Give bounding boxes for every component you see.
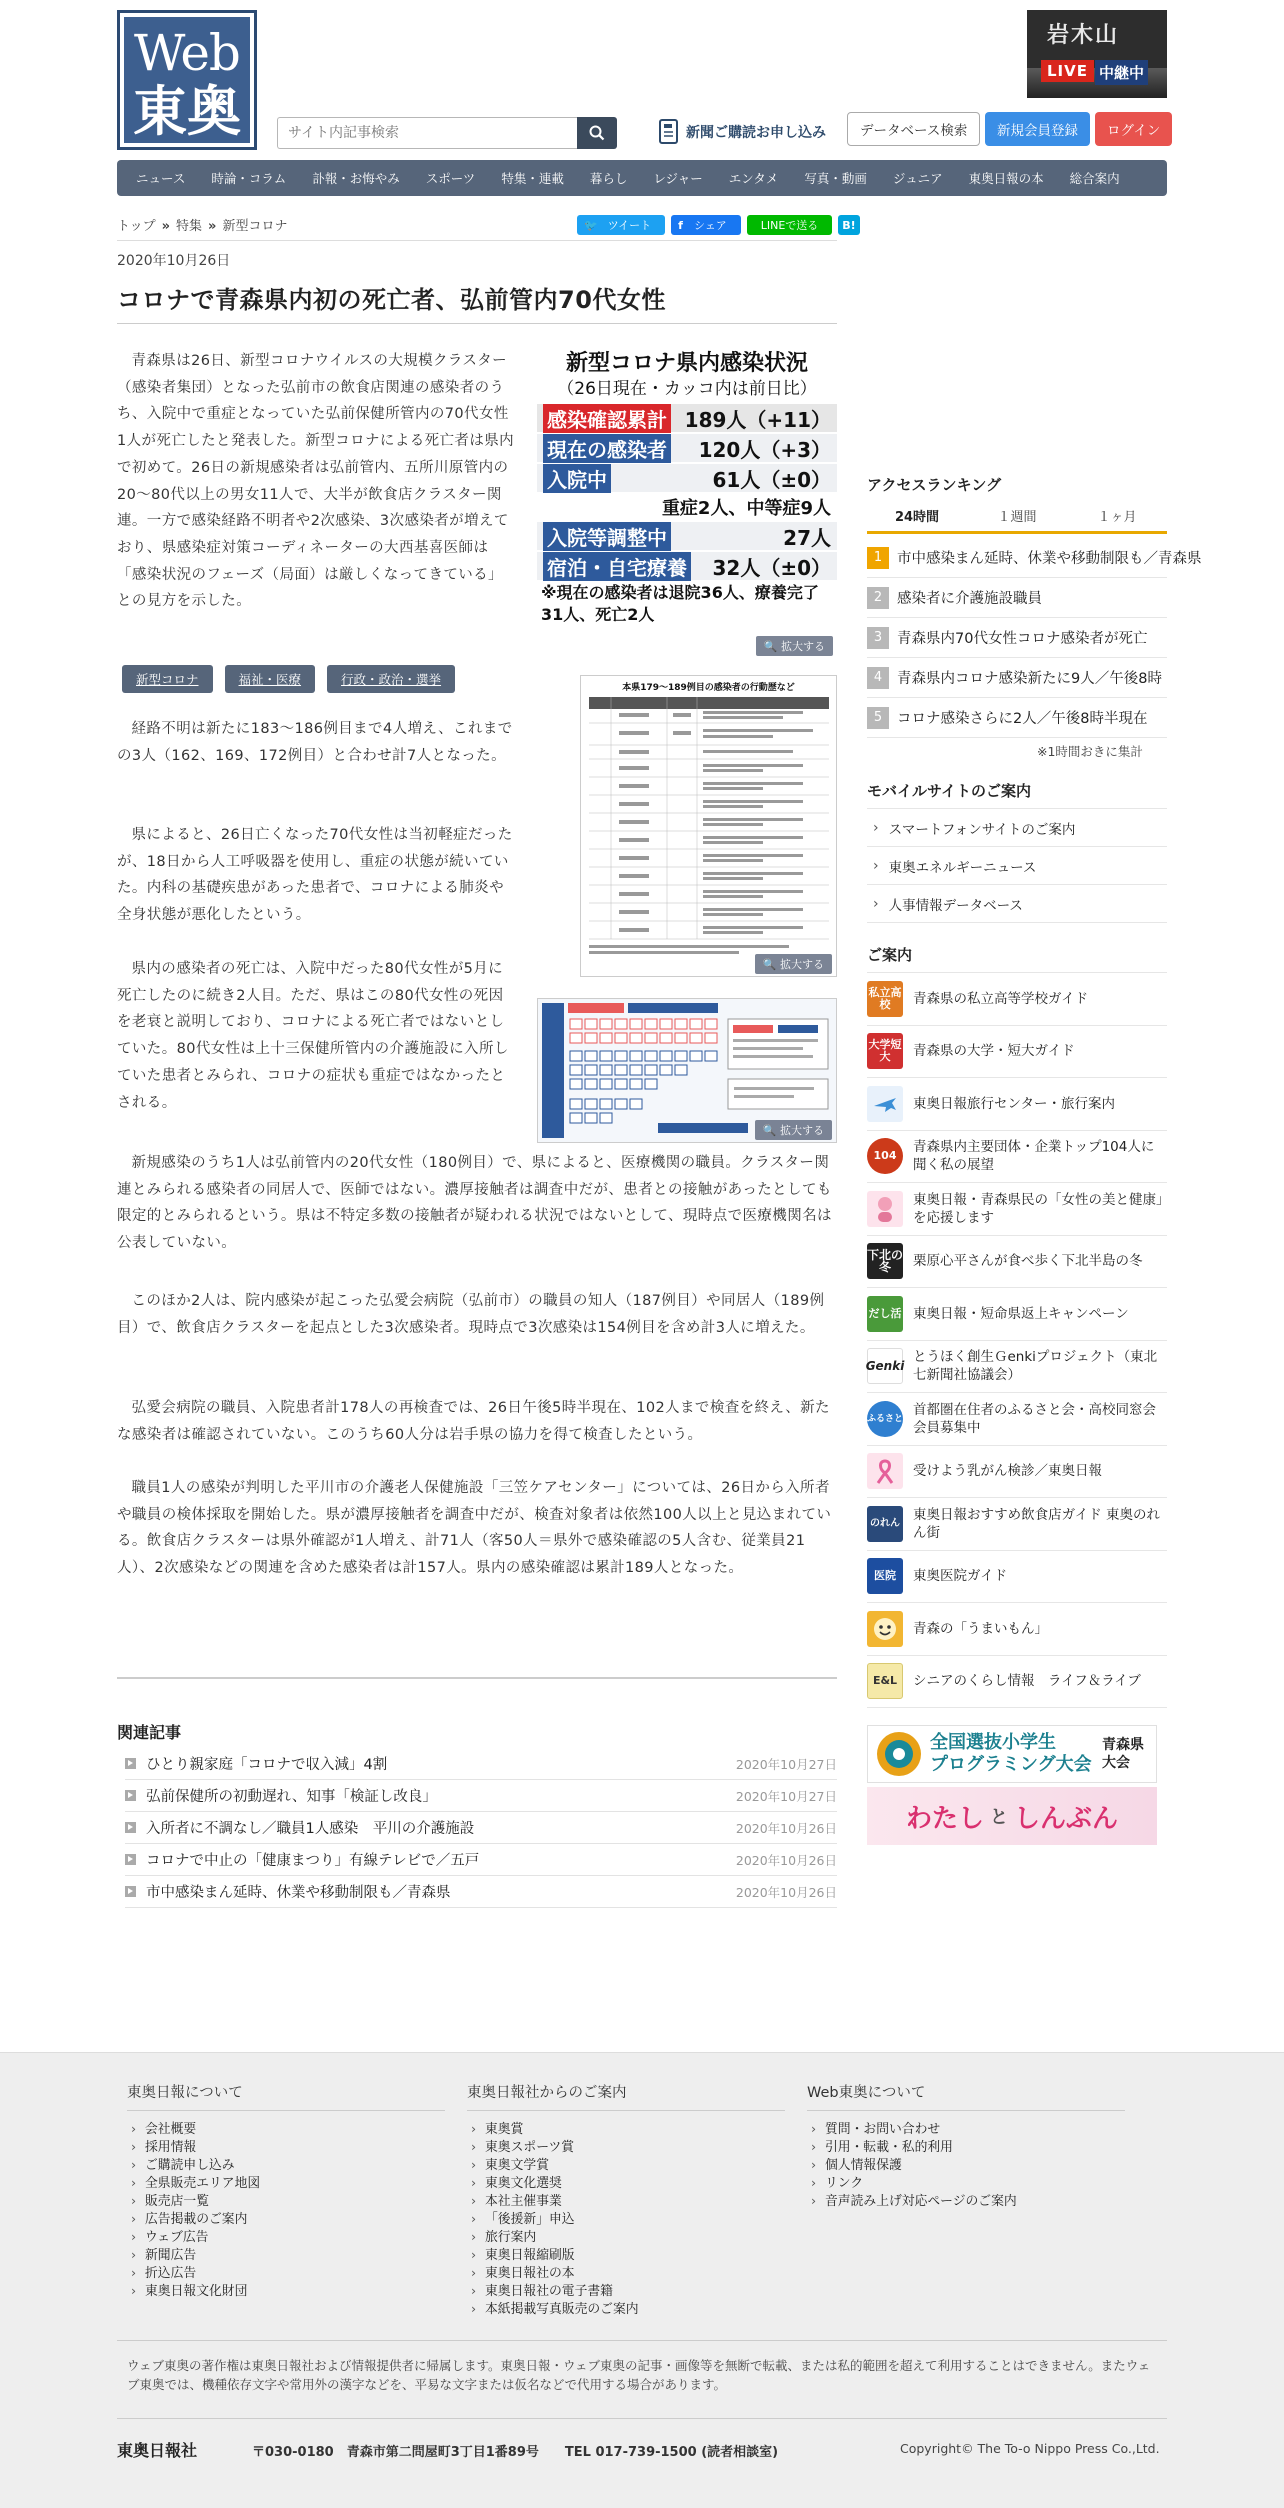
hatena-bookmark-button[interactable]: B! <box>838 215 859 235</box>
row-label: 現在の感染者 <box>543 434 671 463</box>
live-badge: LIVE <box>1041 60 1094 82</box>
figure-title: 新型コロナ県内感染状況 <box>565 351 808 376</box>
footer-link[interactable]: › 本紙掲載写真販売のご案内 <box>467 2301 785 2319</box>
guide-list <box>865 972 1170 1708</box>
row-label: 感染確認累計 <box>543 404 671 433</box>
nav-item[interactable]: レジャー <box>653 171 703 186</box>
related-article-date: 2020年10月26日 <box>735 1852 837 1868</box>
guide-item[interactable] <box>867 1026 1167 1079</box>
guide-item[interactable] <box>867 1498 1167 1551</box>
enlarge-button[interactable]: 🔍 拡大する <box>756 636 833 656</box>
footer-link[interactable]: › 旅行案内 <box>467 2229 785 2247</box>
guide-label: 受けよう乳がん検診／東奥日報 <box>913 1463 1102 1480</box>
figure-row <box>537 404 837 432</box>
guide-label: 青森の「うまいもん」 <box>913 1620 1048 1637</box>
footer-link[interactable]: › 東奥文学賞 <box>467 2157 785 2175</box>
footer-link[interactable]: › 東奥日報社の本 <box>467 2265 785 2283</box>
facebook-share-label: シェア <box>693 219 727 232</box>
row-value: 27人 <box>783 525 831 550</box>
ranking-item[interactable] <box>867 538 1202 578</box>
footer-heading: 東奥日報社からのご案内 <box>467 2081 785 2111</box>
related-article-date: 2020年10月27日 <box>735 1756 837 1772</box>
footer-link[interactable]: › 折込広告 <box>127 2265 445 2283</box>
breadcrumb-item[interactable]: トップ <box>117 219 156 234</box>
banner2-text-a: わたし <box>905 1803 984 1834</box>
arrow-icon <box>125 1790 136 1801</box>
related-articles-list <box>125 1748 837 1908</box>
enlarge-label: 拡大する <box>780 1124 824 1137</box>
share-buttons <box>577 215 860 235</box>
guide-item[interactable] <box>867 1078 1167 1131</box>
related-article-title: 弘前保健所の初動遅れ、知事「検証し改良」 <box>146 1789 437 1805</box>
footer-link[interactable]: › 広告掲載のご案内 <box>127 2211 445 2229</box>
related-heading: 関連記事 <box>117 1723 182 1742</box>
ranking-note: ※1時間おきに集計 <box>1037 744 1143 759</box>
mobile-link[interactable]: › スマートフォンサイトのご案内 <box>867 809 1167 847</box>
mobile-link[interactable]: › 東奥エネルギーニュース <box>867 847 1167 885</box>
footer-link[interactable]: › 東奥スポーツ賞 <box>467 2139 785 2157</box>
footer-link[interactable]: › 「後援新」申込 <box>467 2211 785 2229</box>
row-label: 入院中 <box>543 464 611 493</box>
divider <box>117 1677 837 1679</box>
arrow-icon <box>125 1854 136 1865</box>
footer-link[interactable]: › 新聞広告 <box>127 2247 445 2265</box>
tab-month[interactable]: １ヶ月 <box>1097 510 1137 525</box>
tab-week[interactable]: １週間 <box>997 510 1037 525</box>
article-paragraph: 弘愛会病院の職員、入院患者計178人の再検査では、26日午後5時半現在、102人まで検査を終え、新たな感染者は確認されていない。このうち60人分は岩手県の協力を得て検査したという。 <box>117 1400 830 1443</box>
related-article-title: 市中感染まん延時、休業や移動制限も／青森県 <box>146 1885 451 1901</box>
footer-link[interactable]: › 採用情報 <box>127 2139 445 2157</box>
guide-label: 首都圏在住者のふるさと会・高校同窓会 会員募集中 <box>913 1401 1170 1436</box>
noren-icon: のれん <box>867 1506 903 1542</box>
breadcrumb-separator: » <box>161 219 171 234</box>
enlarge-button[interactable]: 🔍 拡大する <box>755 1120 832 1140</box>
ribbon-icon <box>867 1453 903 1489</box>
contest-logo-icon <box>874 1729 924 1779</box>
guide-label: 青森県の私立高等学校ガイド <box>913 990 1089 1007</box>
line-share-label: LINEで送る <box>760 219 819 232</box>
ranking-item[interactable] <box>867 578 1167 618</box>
footer-column-about <box>127 2081 445 2301</box>
guide-label: 東奥医院ガイド <box>913 1568 1008 1585</box>
clinic-icon: 医院 <box>867 1558 903 1594</box>
guide-item[interactable] <box>867 973 1167 1026</box>
banner-region: 青森県大会 <box>1102 1737 1144 1771</box>
article-paragraph: このほか2人は、院内感染が起こった弘愛会病院（弘前市）の職員の知人（187例目）や同居人（189例目）で、飲食店クラスターを起点とした3次感染者。現時点で3次感染は154例目を含め計3人に増えた。 <box>117 1293 825 1336</box>
shimokita-icon: 下北の冬 <box>867 1243 903 1279</box>
footer-column-web <box>807 2081 1125 2211</box>
nav-item[interactable]: 総合案内 <box>1069 171 1120 186</box>
guide-item[interactable] <box>867 1288 1167 1341</box>
rank-number: 1 <box>867 547 889 569</box>
nav-item[interactable]: ニュース <box>136 171 186 186</box>
row-value: 189人（+11） <box>684 407 831 432</box>
guide-item[interactable] <box>867 1393 1170 1446</box>
guide-label: 東奥日報旅行センター・旅行案内 <box>913 1095 1115 1112</box>
arrow-icon <box>125 1886 136 1897</box>
ranking-title: コロナ感染さらに2人／午後8時半現在 <box>897 711 1148 727</box>
guide-label: 東奥日報・青森県民の「女性の美と健康」を応援します <box>913 1191 1163 1226</box>
footer-link[interactable]: › 質問・お問い合わせ <box>807 2121 1125 2139</box>
footer-link[interactable]: › 個人情報保護 <box>807 2157 1125 2175</box>
guide-item[interactable] <box>867 1656 1167 1709</box>
footer-address: 〒030-0180 青森市第二問屋町3丁目1番89号 TEL 017-739-1500 (読者相談室) <box>252 2445 779 2460</box>
ranking-title: 青森県内70代女性コロナ感染者が死亡 <box>897 631 1148 647</box>
footer-link[interactable]: › リンク <box>807 2175 1125 2193</box>
guide-label: 青森県内主要団体・企業トップ104人に聞く私の展望 <box>913 1139 1155 1174</box>
footer-link[interactable]: › 本社主催事業 <box>467 2193 785 2211</box>
footer-link[interactable]: › 引用・転載・私的利用 <box>807 2139 1125 2157</box>
footer-link[interactable]: › 東奥日報文化財団 <box>127 2283 445 2301</box>
search-button[interactable] <box>577 117 617 149</box>
line-share-button[interactable] <box>747 215 833 235</box>
related-article-title: 入所者に不調なし／職員1人感染 平川の介護施設 <box>146 1821 475 1837</box>
ranking-item[interactable] <box>867 698 1167 738</box>
logo-line2: 東奥 <box>133 79 241 143</box>
mobile-heading: モバイルサイトのご案内 <box>867 782 1031 800</box>
footer-link[interactable]: › 音声読み上げ対応ページのご案内 <box>807 2193 1125 2211</box>
divider <box>117 240 837 241</box>
article-paragraph: 経路不明は新たに183～186例目まで4人増え、これまでの3人（162、169、172例目）と合わせ計7人となった。 <box>117 721 513 764</box>
twitter-icon: 🐦 <box>584 218 598 232</box>
related-article-item[interactable] <box>125 1844 837 1876</box>
login-button[interactable]: ログイン <box>1095 112 1172 146</box>
site-search <box>277 117 617 149</box>
search-icon <box>589 125 605 141</box>
guide-label: とうほく創生Ｇenkiプロジェクト（東北七新聞社協議会） <box>913 1349 1158 1384</box>
rank-number: 4 <box>867 667 889 689</box>
search-input[interactable] <box>277 117 577 149</box>
related-article-title: コロナで中止の「健康まつり」有線テレビで／五戸 <box>146 1853 480 1869</box>
nav-item[interactable]: スポーツ <box>425 171 476 186</box>
top104-icon: 104 <box>867 1138 903 1174</box>
ranking-item[interactable] <box>867 658 1167 698</box>
footer-link[interactable]: › ご購読申し込み <box>127 2157 445 2175</box>
footer-column-info <box>467 2081 785 2319</box>
guide-item[interactable] <box>867 1341 1167 1394</box>
nav-item[interactable]: 特集・連載 <box>501 171 564 186</box>
row-value: 重症2人、中等症9人 <box>661 498 831 519</box>
main-nav <box>117 160 1167 196</box>
enlarge-button[interactable]: 🔍 拡大する <box>755 954 832 974</box>
ranking-title: 感染者に介護施設職員 <box>897 591 1042 607</box>
infection-status-figure[interactable] <box>537 350 837 658</box>
figure-title: 本県179～189例目の感染者の行動歴など <box>622 683 795 693</box>
banner2-text-b: と <box>990 1807 1008 1828</box>
article-paragraph: 県によると、26日亡くなった70代女性は当初軽症だったが、18日から人工呼吸器を使用し、重症の状態が続いていた。内科の基礎疾患があった患者で、コロナによる肺炎や全身状態が悪化したという。 <box>117 827 513 924</box>
arrow-icon <box>125 1758 136 1769</box>
rank-number: 3 <box>867 627 889 649</box>
figure-row <box>537 552 837 580</box>
rank-number: 2 <box>867 587 889 609</box>
article-tags <box>122 665 455 693</box>
guide-item[interactable] <box>867 1603 1167 1656</box>
guide-label: 東奥日報おすすめ飲食店ガイド 東奥のれん街 <box>913 1506 1161 1541</box>
live-camera-banner[interactable] <box>1027 10 1167 98</box>
copyright-notice: ウェブ東奥の著作権は東奥日報社および情報提供者に帰属します。東奥日報・ウェブ東奥の記事・画像等を無断で転載、または私的範囲を超えて利用することはできません。またウェブ東奥では、機種依存文字や常用外の漢字などを、平易な文字または仮名などで代用する場合があります。 <box>127 2358 1151 2392</box>
footer-copyright: Copyright© The To-o Nippo Press Co.,Ltd. <box>900 2441 1160 2456</box>
tab-24h[interactable]: 24時間 <box>894 510 940 525</box>
footer-heading: Web東奥について <box>807 2081 1125 2111</box>
row-value: 32人（±0） <box>712 555 831 580</box>
article-paragraph: 青森県は26日、新型コロナウイルスの大規模クラスター（感染者集団）となった弘前市の飲食店関連の感染者のうち、入院中で重症となっていた弘前保健所管内の70代女性1人が死亡したと発表した。新型コロナによる死亡者は県内で初めて。26日の新規感染者は弘前管内、五所川原管内の20～80代以上の男女11人で、大半が飲食店クラスター関連。一方で感染経路不明者や2次感染、3次感染者が増えており、県感染症対策コーディネーターの大西基喜医師は「感染状況のフェーズ（局面）は厳しくなってきている」との見方を示した。 <box>117 353 515 610</box>
facebook-share-button[interactable] <box>671 215 741 235</box>
ranking-title: 青森県内コロナ感染新たに9人／午後8時 <box>897 671 1162 687</box>
divider <box>117 323 837 324</box>
subscribe-label: 新聞ご購読お申し込み <box>686 125 826 141</box>
footer-link[interactable]: › 販売店一覧 <box>127 2193 445 2211</box>
site-logo[interactable] <box>117 10 257 150</box>
nav-item[interactable]: エンタメ <box>728 171 779 186</box>
ranking-title: 市中感染まん延時、休業や移動制限も／青森県 <box>897 551 1202 567</box>
figure-row <box>537 494 837 520</box>
related-article-item[interactable] <box>125 1876 837 1908</box>
logo-line1: Web <box>134 24 240 82</box>
cluster-relation-figure[interactable] <box>537 998 837 1143</box>
footer-heading: 東奥日報について <box>127 2081 445 2111</box>
programming-contest-banner[interactable] <box>867 1725 1157 1783</box>
guide-item[interactable] <box>867 1236 1167 1289</box>
banner2-text-c: しんぶん <box>1014 1803 1119 1834</box>
nav-item[interactable]: 時論・コラム <box>211 171 287 186</box>
tag-link[interactable]: 行政・政治・選挙 <box>327 665 455 693</box>
footer-link[interactable]: › ウェブ広告 <box>127 2229 445 2247</box>
university-icon: 大学短大 <box>867 1033 903 1069</box>
banner-title-line1: 全国選抜小学生 <box>930 1732 1056 1753</box>
arrow-icon <box>125 1822 136 1833</box>
footer-divider <box>117 2418 1167 2419</box>
nav-item[interactable]: 写真・動画 <box>804 171 867 186</box>
footer-brand: 東奥日報社 <box>117 2441 198 2460</box>
plane-icon <box>867 1086 903 1122</box>
footer-link[interactable]: › 東奥日報縮刷版 <box>467 2247 785 2265</box>
article-paragraph: 職員1人の感染が判明した平川市の介護老人保健施設「三笠ケアセンター」については、26日から入所者や職員の検体採取を開始した。県が濃厚接触者を調査中だが、検査対象者は依然100人以上と見込まれている。飲食店クラスターは県外確認が1人増え、計71人（客50人＝県外で感染確認の5人含む、従業員21人）、2次感染などの関連を含めた感染者は計157人。県内の感染確認は累計189人となった。 <box>117 1480 832 1577</box>
row-label: 宿泊・自宅療養 <box>543 552 691 581</box>
footer-divider <box>117 2340 1167 2341</box>
rank-number: 5 <box>867 707 889 729</box>
woman-icon <box>867 1191 903 1227</box>
article-title: コロナで青森県内初の死亡者、弘前管内70代女性 <box>117 286 666 314</box>
ranking-heading: アクセスランキング <box>867 476 1002 494</box>
private-high-school-icon: 私立高校 <box>867 981 903 1017</box>
patient-history-table-figure[interactable] <box>580 675 837 977</box>
article-paragraph: 新規感染のうち1人は弘前管内の20代女性（180例目）で、県によると、医療機関の職員。クラスター関連とみられる感染者の同居人で、医師ではない。濃厚接触者は調査中だが、患者との接触があったとしても限定的とみられるという。県は不特定多数の接触者が疑われる状況ではないとして、現時点で医療機関名は公表していない。 <box>117 1155 832 1252</box>
enlarge-label: 拡大する <box>780 958 824 971</box>
footer-link[interactable]: › 全県販売エリア地図 <box>127 2175 445 2193</box>
breadcrumb-separator: » <box>208 219 217 234</box>
newspaper-icon <box>658 119 680 145</box>
twitter-share-button[interactable] <box>577 215 665 235</box>
ranking-list <box>867 538 1202 738</box>
life-live-icon: E&L <box>867 1663 903 1699</box>
face-icon <box>867 1611 903 1647</box>
mobile-link[interactable]: › 人事情報データベース <box>867 885 1167 923</box>
furusato-icon: ふるさと <box>867 1401 903 1437</box>
related-article-date: 2020年10月26日 <box>735 1884 837 1900</box>
row-value: 120人（+3） <box>698 437 831 462</box>
tag-link[interactable]: 福祉・医療 <box>225 665 316 693</box>
figure-note: ※現在の感染者は退院36人、療養完了31人、死亡2人 <box>541 583 819 624</box>
guide-item[interactable] <box>867 1551 1167 1604</box>
genki-icon: Genki <box>867 1348 903 1384</box>
article-date: 2020年10月26日 <box>117 253 231 269</box>
article-paragraph: 県内の感染者の死亡は、入院中だった80代女性が5月に死亡したのに続き2人目。ただ、県はこの80代女性の死因を老衰と説明しており、コロナによる死亡者ではないとしていた。80代女性は上十三保健所管内の介護施設に入所していた患者とみられ、コロナの症状も重症ではなかったとされる。 <box>117 961 509 1111</box>
ranking-tabs <box>867 500 1167 534</box>
dashikatsu-icon: だし活 <box>867 1296 903 1332</box>
facebook-icon: f <box>678 218 683 232</box>
guide-label: シニアのくらし情報 ライフ＆ライブ <box>913 1673 1141 1690</box>
nav-item[interactable]: 訃報・お悔やみ <box>312 171 400 186</box>
figure-row <box>537 522 837 550</box>
breadcrumb-item[interactable]: 特集 <box>176 219 203 234</box>
guide-label: 栗原心平さんが食べ歩く下北半島の冬 <box>913 1253 1143 1270</box>
watashi-to-shinbun-banner[interactable] <box>867 1787 1157 1845</box>
guide-label: 東奥日報・短命県返上キャンペーン <box>913 1305 1129 1322</box>
tag-link[interactable]: 新型コロナ <box>122 665 213 693</box>
breadcrumb <box>117 215 287 234</box>
live-status: 中継中 <box>1095 60 1148 85</box>
enlarge-label: 拡大する <box>781 640 825 653</box>
live-mountain-name: 岩木山 <box>1047 22 1120 48</box>
related-article-item[interactable] <box>125 1812 837 1844</box>
register-button[interactable]: 新規会員登録 <box>985 112 1090 146</box>
breadcrumb-item[interactable]: 新型コロナ <box>222 219 288 234</box>
footer-link[interactable]: › 会社概要 <box>127 2121 445 2139</box>
guide-item[interactable] <box>867 1446 1167 1499</box>
footer-link[interactable]: › 東奥賞 <box>467 2121 785 2139</box>
database-search-button[interactable]: データベース検索 <box>847 112 980 146</box>
guide-item[interactable] <box>867 1131 1167 1184</box>
related-article-title: ひとり親家庭「コロナで収入減」4割 <box>146 1757 388 1773</box>
nav-item[interactable]: 東奥日報の本 <box>968 171 1044 186</box>
figure-subtitle: （26日現在・カッコ内は前日比） <box>557 379 817 399</box>
related-article-item[interactable] <box>125 1748 837 1780</box>
ranking-item[interactable] <box>867 618 1167 658</box>
nav-item[interactable]: ジュニア <box>892 171 943 186</box>
guide-heading: ご案内 <box>867 946 913 964</box>
subscribe-link[interactable] <box>658 116 826 148</box>
row-value: 61人（±0） <box>712 467 831 492</box>
guide-item[interactable] <box>867 1183 1167 1236</box>
footer-link[interactable]: › 東奥日報社の電子書籍 <box>467 2283 785 2301</box>
twitter-share-label: ツイート <box>607 219 652 232</box>
figure-row <box>537 464 837 492</box>
related-article-item[interactable] <box>125 1780 837 1812</box>
related-article-date: 2020年10月26日 <box>735 1820 837 1836</box>
figure-row <box>537 434 837 462</box>
mobile-list <box>867 808 1167 923</box>
banner-title-line2: プログラミング大会 <box>930 1754 1092 1775</box>
related-article-date: 2020年10月27日 <box>735 1788 837 1804</box>
guide-label: 青森県の大学・短大ガイド <box>913 1043 1075 1060</box>
footer-link[interactable]: › 東奥文化選奨 <box>467 2175 785 2193</box>
row-label: 入院等調整中 <box>543 522 671 551</box>
table-image <box>589 697 829 957</box>
nav-item[interactable]: 暮らし <box>589 171 628 186</box>
